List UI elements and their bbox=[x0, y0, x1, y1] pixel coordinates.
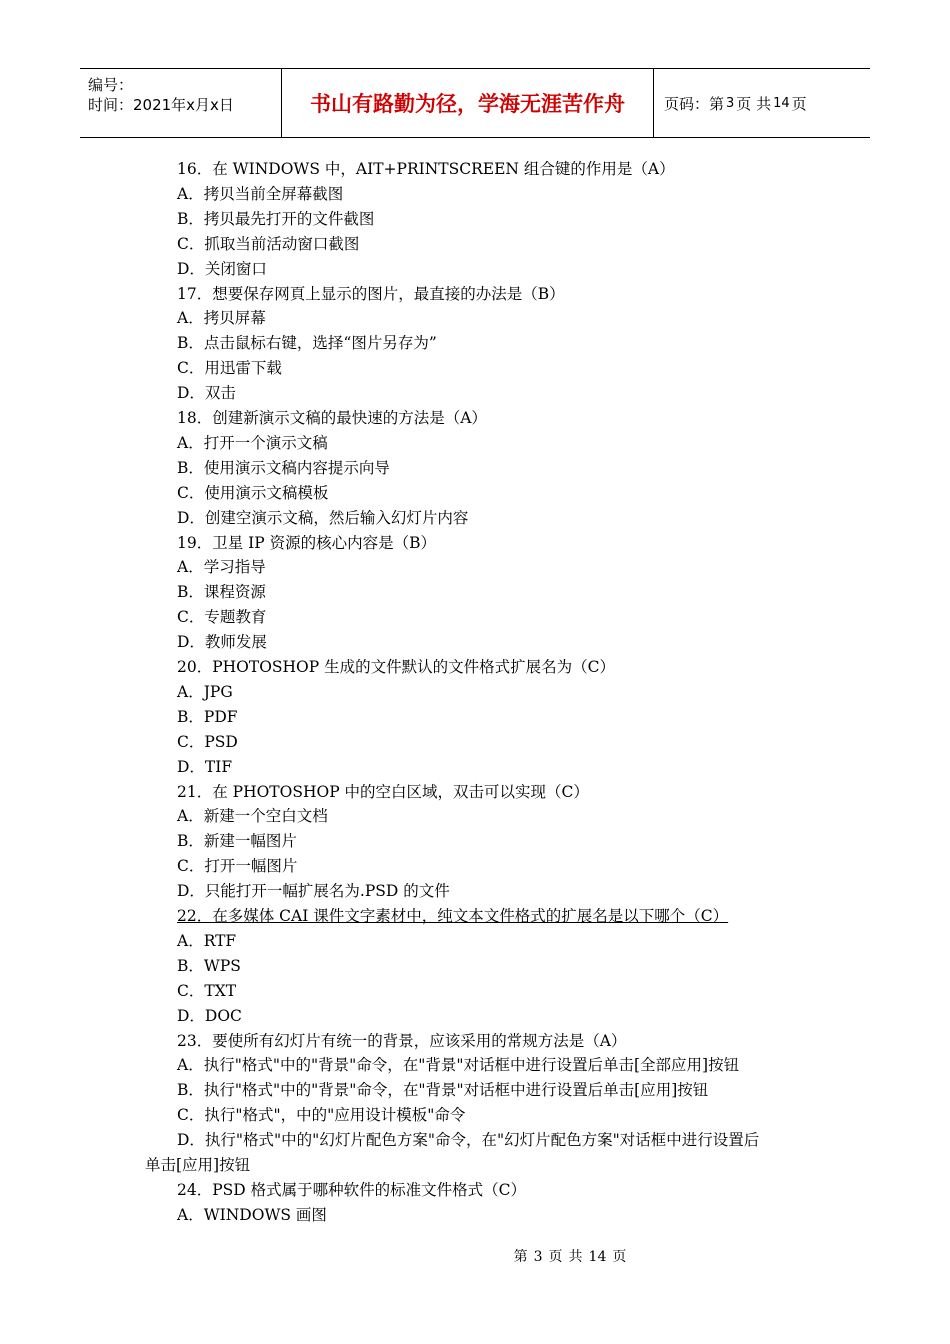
page-header bbox=[80, 68, 870, 138]
text-line: 17．想要保存网頁上显示的图片，最直接的办法是（B） bbox=[177, 284, 565, 303]
text-line: D．DOC bbox=[177, 1006, 242, 1025]
text-line: 18．创建新演示文稿的最快速的方法是（A） bbox=[177, 409, 487, 427]
page-label: 页码：第 bbox=[664, 94, 725, 113]
text-line: 20．PHOTOSHOP 生成的文件默认的文件格式扩展名为（C） bbox=[177, 658, 615, 676]
page-footer bbox=[0, 1246, 950, 1266]
number-label: 编号： bbox=[88, 76, 134, 94]
text-line: D．双击 bbox=[177, 384, 236, 403]
header-page-info bbox=[654, 69, 870, 137]
footer-mid2: 共 bbox=[568, 1249, 583, 1265]
footer-total: 14 bbox=[588, 1249, 607, 1265]
text-line: 19．卫星 IP 资源的核心内容是（B） bbox=[177, 533, 437, 552]
text-line: D．创建空演示文稿，然后输入幻灯片内容 bbox=[177, 508, 469, 527]
text-line: A．JPG bbox=[177, 682, 233, 701]
text-line: 单击[应用]按钮 bbox=[145, 1156, 251, 1174]
text-line: B．点击鼠标右键，选择“图片另存为” bbox=[177, 334, 437, 353]
text-line: B．WPS bbox=[177, 956, 241, 975]
text-line: D．只能打开一幅扩展名为.PSD 的文件 bbox=[177, 882, 450, 901]
text-line: 21．在 PHOTOSHOP 中的空白区域，双击可以实现（C） bbox=[177, 782, 589, 801]
text-line: D．教师发展 bbox=[177, 633, 267, 652]
text-line: C．执行"格式"，中的"应用设计模板"命令 bbox=[177, 1106, 466, 1125]
text-line: D．TIF bbox=[177, 757, 233, 776]
header-motto: 书山有路勤为径，学海无涯苦作舟 bbox=[282, 69, 654, 137]
text-line: A．打开一个演示文稿 bbox=[177, 433, 328, 452]
text-line: A．学习指导 bbox=[177, 558, 266, 577]
page-end: 页 bbox=[791, 94, 807, 113]
text-line: C．打开一幅图片 bbox=[177, 857, 298, 876]
text-line: 16．在 WINDOWS 中，AIT+PRINTSCREEN 组合键的作用是（A） bbox=[177, 160, 675, 178]
footer-mid1: 页 bbox=[548, 1249, 563, 1265]
text-line: C．使用演示文稿模板 bbox=[177, 483, 329, 502]
text-line: B．使用演示文稿内容提示向导 bbox=[177, 458, 390, 477]
page-mid: 页 共 bbox=[736, 94, 772, 113]
text-line: 24．PSD 格式属于哪种软件的标准文件格式（C） bbox=[177, 1180, 526, 1199]
text-line: D．关闭窗口 bbox=[177, 259, 267, 278]
text-line: D．执行"格式"中的"幻灯片配色方案"命令，在"幻灯片配色方案"对话框中进行设置后 bbox=[177, 1131, 760, 1150]
time-label: 时间：2021年x月x日 bbox=[88, 96, 234, 114]
text-line: B．新建一幅图片 bbox=[177, 832, 297, 851]
text-line: B．拷贝最先打开的文件截图 bbox=[177, 209, 375, 228]
header-meta bbox=[80, 69, 282, 137]
footer-current: 3 bbox=[533, 1249, 543, 1265]
text-line: C．PSD bbox=[177, 732, 238, 751]
text-line: A．WINDOWS 画图 bbox=[177, 1205, 327, 1224]
text-line: A．RTF bbox=[177, 931, 237, 950]
text-line: A．拷贝屏幕 bbox=[177, 309, 266, 328]
text-line: C．专题教育 bbox=[177, 608, 267, 627]
text-line: A．执行"格式"中的"背景"命令，在"背景"对话框中进行设置后单击[全部应用]按钮 bbox=[177, 1056, 740, 1075]
text-line: 23．要使所有幻灯片有统一的背景，应该采用的常规方法是（A） bbox=[177, 1031, 627, 1050]
text-line: C．用迅雷下载 bbox=[177, 359, 282, 378]
text-line: B．课程资源 bbox=[177, 583, 266, 602]
page-current: 3 bbox=[726, 95, 735, 111]
text-line: 22．在多媒体 CAI 课件文字素材中，纯文本文件格式的扩展名是以下哪个（C） bbox=[177, 907, 729, 925]
text-line: B．PDF bbox=[177, 707, 238, 726]
footer-suffix: 页 bbox=[612, 1249, 627, 1265]
text-line: A．新建一个空白文档 bbox=[177, 807, 328, 826]
text-line: C．抓取当前活动窗口截图 bbox=[177, 234, 360, 253]
text-line: A．拷贝当前全屏幕截图 bbox=[177, 184, 344, 203]
page-total: 14 bbox=[773, 95, 790, 111]
text-line: C．TXT bbox=[177, 981, 237, 1000]
text-line: B．执行"格式"中的"背景"命令，在"背景"对话框中进行设置后单击[应用]按钮 bbox=[177, 1081, 709, 1100]
footer-prefix: 第 bbox=[513, 1249, 528, 1265]
